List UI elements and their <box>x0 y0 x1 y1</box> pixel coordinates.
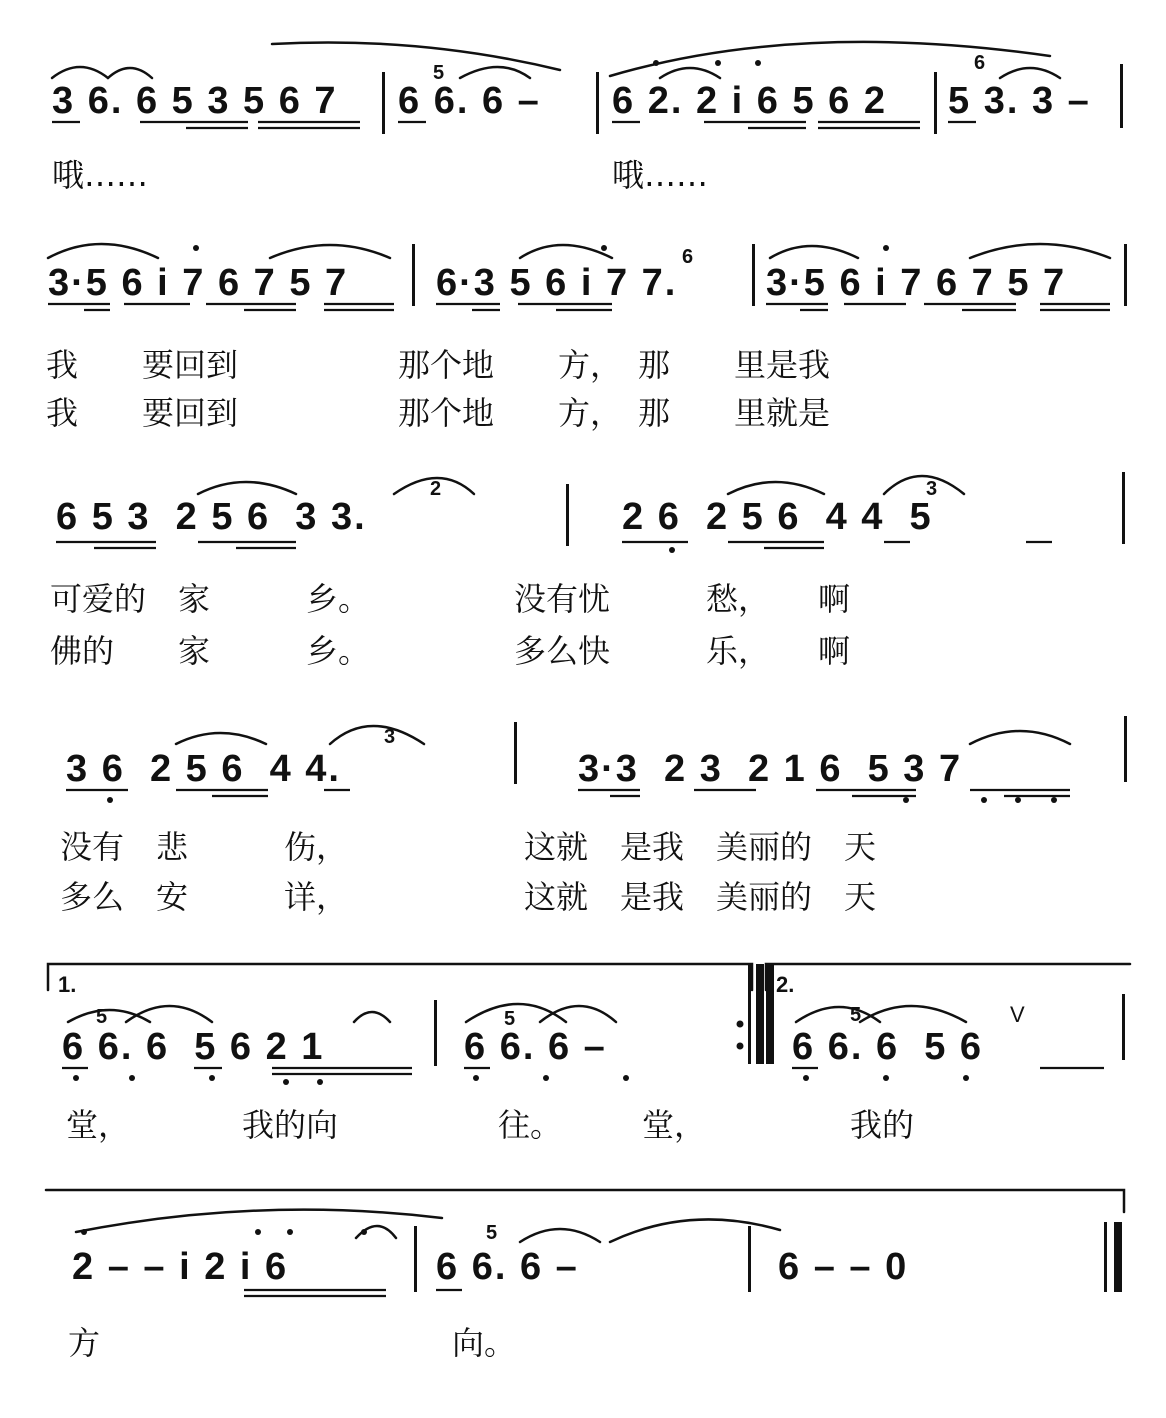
measure-6-2: 6 6. 6 – <box>436 1246 579 1288</box>
lyric-line-1: 可爱的 家 乡。 没有忧 愁， 啊 <box>50 580 851 618</box>
measure-6-1: 2 – – i 2 i 6 <box>72 1246 289 1288</box>
lyric-line: 哦…… <box>52 156 149 194</box>
volta-1-label: 1. <box>58 972 77 997</box>
measure-2-1: 3·5 6 i 7 6 7 5 7 <box>48 262 349 304</box>
lyric-line-2: 多么 安 详， 这就 是我 美丽的 天 <box>60 878 877 916</box>
lyric-line-1: 没有 悲 伤， 这就 是我 美丽的 天 <box>60 828 877 866</box>
measure-5-2: 6 6. 6 – <box>464 1026 607 1068</box>
lyric-line-2: 我 要回到 那个地 方， 那 里就是 <box>46 394 831 432</box>
lyric-line: 哦…… <box>612 156 709 194</box>
measure-4-1: 3 6 2 5 6 4 4. <box>66 748 341 790</box>
lyric-line: 方 向。 <box>68 1324 517 1362</box>
measure-3-1: 6 5 3 2 5 6 3 3. <box>56 496 367 538</box>
grace-note: 5 <box>96 1006 108 1028</box>
measure-5-3: 6 6. 6 5 6 <box>792 1026 984 1068</box>
grace-note: 6 <box>974 52 986 74</box>
grace-note: 6 <box>682 246 694 268</box>
grace-note: 2 <box>430 478 442 500</box>
grace-note: 5 <box>433 62 445 84</box>
grace-note: 5 <box>486 1222 498 1244</box>
measure-6-3: 6 – – 0 <box>778 1246 909 1288</box>
breath-mark: V <box>1010 1002 1025 1027</box>
measure-1-2: 6 6. 6 – <box>398 80 541 122</box>
measure-3-2: 2 6 2 5 6 4 4 5 <box>622 496 933 538</box>
measure-1-1: 3 6. 6 5 3 5 6 7 <box>52 80 338 122</box>
volta-2-label: 2. <box>776 972 795 997</box>
lyric-line: 堂， 我的向 往。 堂， 我的 <box>66 1106 915 1144</box>
lyric-line-2: 佛的 家 乡。 多么快 乐， 啊 <box>50 632 851 670</box>
measure-1-4: 5 3. 3 – <box>948 80 1091 122</box>
measure-5-1: 6 6. 6 5 6 2 1 <box>62 1026 325 1068</box>
grace-note: 3 <box>926 478 938 500</box>
grace-note: 5 <box>850 1004 862 1026</box>
measure-1-3: 6 2. 2 i 6 5 6 2 <box>612 80 887 122</box>
measure-4-2: 3·3 2 3 2 1 6 5 3 7 <box>578 748 963 790</box>
measure-2-2: 6·3 5 6 i 7 7. <box>436 262 678 304</box>
grace-note: 3 <box>384 726 396 748</box>
grace-note: 5 <box>504 1008 516 1030</box>
measure-2-3: 3·5 6 i 7 6 7 5 7 <box>766 262 1067 304</box>
lyric-line-1: 我 要回到 那个地 方， 那 里是我 <box>46 346 831 384</box>
